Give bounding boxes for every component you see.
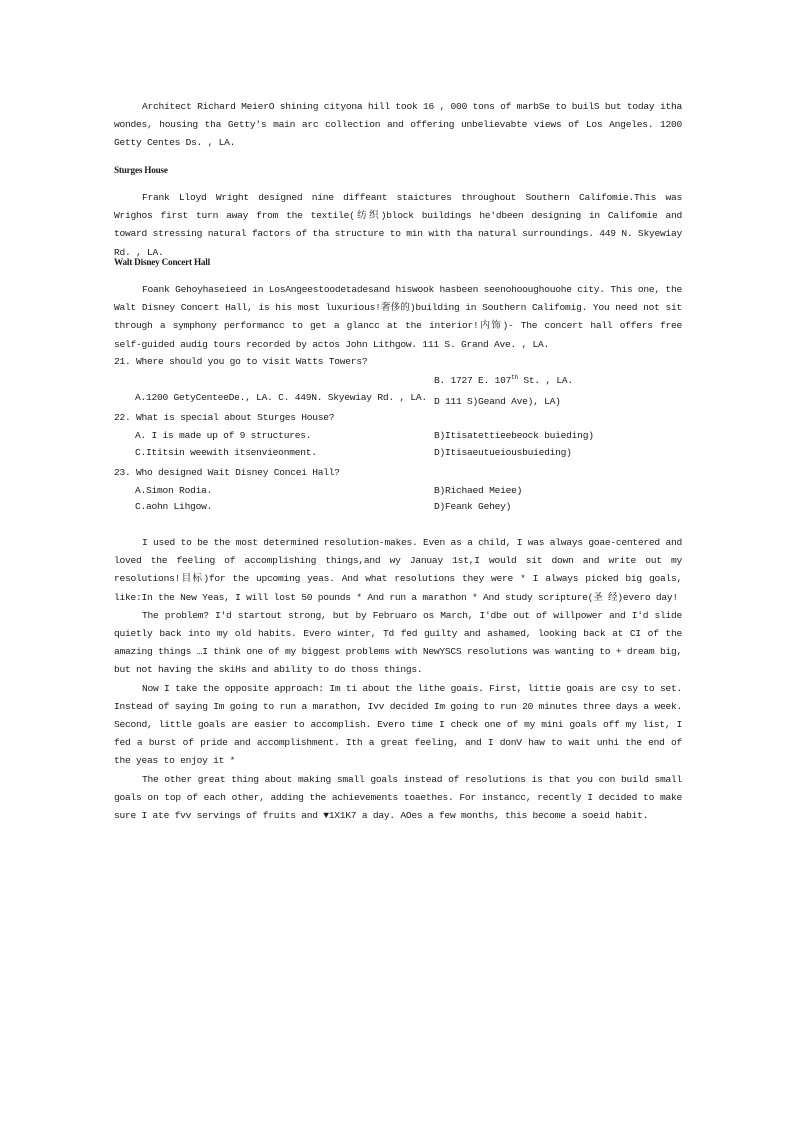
- resolutions-paragraph-3: Now I take the opposite approach: Im ti about the lithe goais. First, littie goais are csy to set. Instead of saying Im going to run a marathon, Ivv decided Im going to run 20 minutes three days a week. Second, little goals are easier to accomplish. Evero time I check one of my mini goals off my list, I fed a burst of pride and accomplishment. Ith a great feeling, and I donV haw to wait unhi the end of the yeas to enjoy it *: [114, 682, 682, 767]
- question-22-option-b: B)Itisatettieebeock buieding): [434, 430, 594, 441]
- getty-paragraph: Architect Richard MeierO shining cityona hill took 16 , 000 tons of marbSe to builS but today itha wondes, housing tha Getty's main arc collection and offering unbelievabte views of Los Angeles. 1200 Getty Centes Ds. , LA.: [114, 101, 682, 149]
- question-23-option-c: C.aohn Lihgow.: [135, 501, 213, 512]
- question-22-stem: 22. What is special about Sturges House?: [114, 412, 335, 423]
- question-21-option-d: D 111 S)Geand Ave), LA): [434, 396, 561, 407]
- sturges-paragraph: Frank Lloyd Wright designed nine diffeant staictures throughout Southern Califomie.This was Wrighos first turn away from the textile(纺织)block buildings he'dbeen designing in Califomie and toward stressing natural factors of tha structure to min with tha natural surroundings. 449 N. Skyewiay Rd. , LA.: [114, 192, 682, 258]
- resolutions-paragraph-2: The problem? I'd startout strong, but by Februaro os March, I'dbe out of willpower and I'd slide quietly back into my old habits. Evero winter, Td fed guilty and ashamed, looking back at CI of the amazing things …I think one of my biggest problems with NewYSCS resolutions was wanting to + dream big, but not having the skiHs and ability to do thoss things.: [114, 609, 682, 676]
- disney-paragraph: Foank Gehoyhaseieed in LosAngeestoodetadesand hiswook hasbeen seenohooughouohe city. This one, the Walt Disney Concert Hall, is his most luxurious!奢侈的)building in Southern Califomig. You need not sit through a symphony performancc to get a glancc at the interior!内饰)- The concert hall offers free self-guided audig tours recorded by actos John Lithgow. 111 S. Grand Ave. , LA.: [114, 284, 682, 350]
- question-22-option-a: A. I is made up of 9 structures.: [135, 430, 312, 441]
- question-22-option-d: D)Itisaeutueiousbuieding): [434, 447, 572, 458]
- question-23-option-b: B)Richaed Meiee): [434, 485, 523, 496]
- question-22-option-c: C.Ititsin weewith itsenvieonment.: [135, 447, 317, 458]
- question-23-stem: 23. Who designed Wait Disney Concei Hall?: [114, 467, 340, 478]
- disney-paragraph-block: [114, 281, 682, 354]
- question-23-option-d: D)Feank Gehey): [434, 501, 512, 512]
- question-23-option-a: A.Simon Rodia.: [135, 485, 213, 496]
- sturges-house-heading: Sturges House: [114, 165, 168, 175]
- question-21-stem: 21. Where should you go to visit Watts Towers?: [114, 356, 368, 367]
- question-21-option-a: A.1200 GetyCenteeDe., LA. C. 449N. Skyewiay Rd. , LA.: [135, 392, 427, 403]
- resolutions-paragraph-4: The other great thing about making small goals instead of resolutions is that you con build small goals on top of each other, adding the achievements toaethes. For instancc, recently I decided to make sure I ate fvv servings of fruits and ▼1X1K7 a day. AOes a few months, this become a soeid habit.: [114, 773, 682, 822]
- resolutions-passage: [114, 534, 682, 825]
- resolutions-paragraph-1: I used to be the most determined resolution-makes. Even as a child, I was always goae-centered and loved the feeling of accomplishing things,and wy Januay 1st,I would sit down and write out my resolutions!目标)for the upcoming yeas. And what resolutions they were * I always picked big goals, like:In the New Yeas, I will lost 50 pounds * And run a marathon * And study scripture(圣 经)evero day!: [114, 537, 682, 603]
- disney-hall-heading: Walt Disney Concert Hall: [114, 257, 210, 267]
- question-21-option-b: B. 1727 E. 107th St. , LA.: [434, 374, 573, 386]
- sturges-paragraph-block: [114, 189, 682, 262]
- getty-paragraph-block: [114, 98, 682, 153]
